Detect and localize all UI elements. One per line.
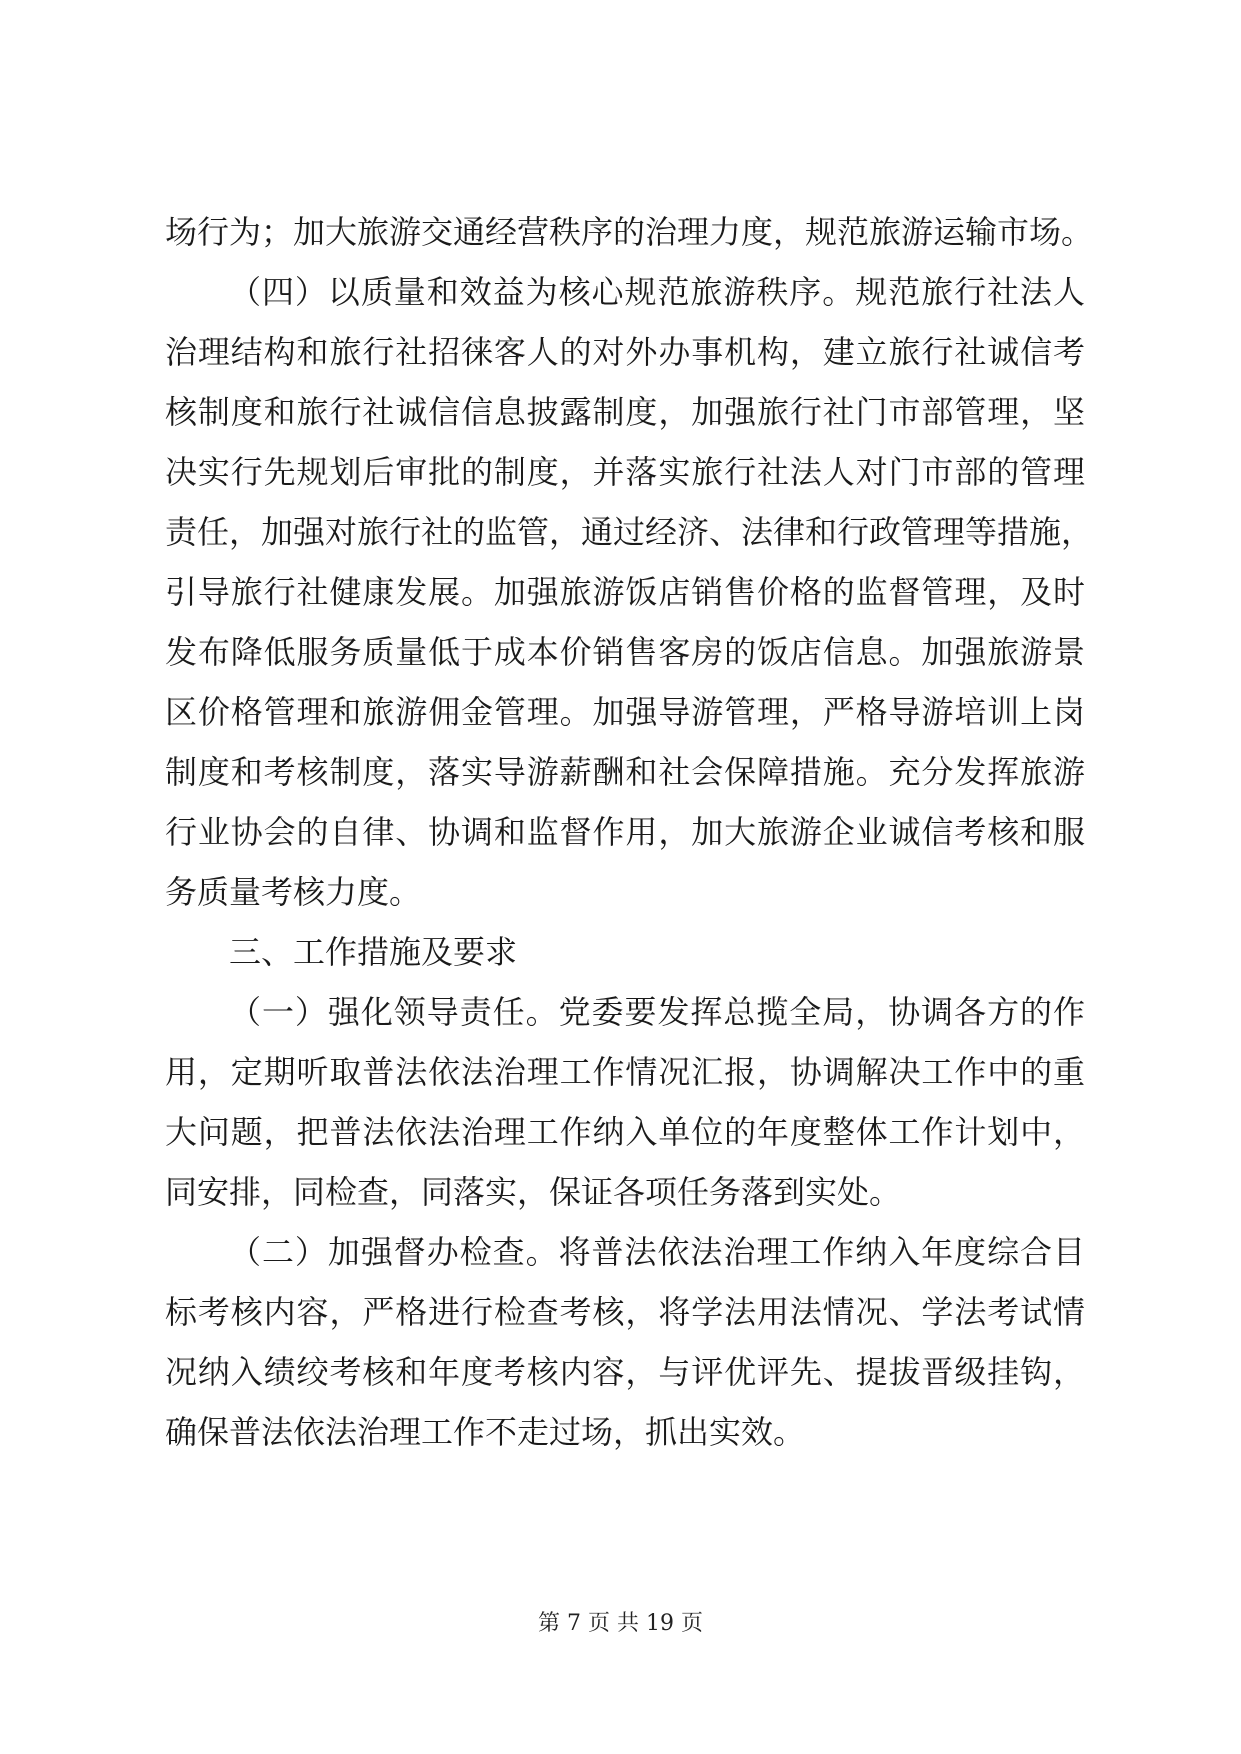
paragraph-first-line: （四）以质量和效益为核心规范旅游秩序。规范旅行社法人 <box>229 273 1085 311</box>
text-line: 场行为；加大旅游交通经营秩序的治理力度，规范旅游运输市场。 <box>165 213 1094 251</box>
text-line: 发布降低服务质量低于成本价销售客房的饭店信息。加强旅游景 <box>165 633 1085 671</box>
text-line: 同安排，同检查，同落实，保证各项任务落到实处。 <box>165 1173 902 1211</box>
section-heading: 三、工作措施及要求 <box>229 933 518 971</box>
text-line: 核制度和旅行社诚信信息披露制度，加强旅行社门市部管理，坚 <box>165 393 1085 431</box>
text-line: 标考核内容，严格进行检查考核，将学法用法情况、学法考试情 <box>165 1293 1085 1331</box>
text-line: 决实行先规划后审批的制度，并落实旅行社法人对门市部的管理 <box>165 453 1085 491</box>
text-line: 大问题，把普法依法治理工作纳入单位的年度整体工作计划中， <box>165 1113 1085 1151</box>
text-line: 区价格管理和旅游佣金管理。加强导游管理，严格导游培训上岗 <box>165 693 1085 731</box>
text-line: 确保普法依法治理工作不走过场，抓出实效。 <box>165 1413 806 1451</box>
text-line: 治理结构和旅行社招徕客人的对外办事机构，建立旅行社诚信考 <box>165 333 1085 371</box>
page-number-footer: 第 7 页 共 19 页 <box>538 1611 703 1636</box>
text-line: 用，定期听取普法依法治理工作情况汇报，协调解决工作中的重 <box>165 1053 1085 1091</box>
paragraph-first-line: （二）加强督办检查。将普法依法治理工作纳入年度综合目 <box>229 1233 1085 1271</box>
text-line: 务质量考核力度。 <box>165 873 422 911</box>
text-line: 制度和考核制度，落实导游薪酬和社会保障措施。充分发挥旅游 <box>165 753 1085 791</box>
text-line: 责任，加强对旅行社的监管，通过经济、法律和行政管理等措施， <box>165 513 1094 551</box>
text-line: 况纳入绩绞考核和年度考核内容，与评优评先、提拔晋级挂钩， <box>165 1353 1085 1391</box>
text-line: 行业协会的自律、协调和监督作用，加大旅游企业诚信考核和服 <box>165 813 1085 851</box>
text-line: 引导旅行社健康发展。加强旅游饭店销售价格的监督管理，及时 <box>165 573 1085 611</box>
paragraph-first-line: （一）强化领导责任。党委要发挥总揽全局，协调各方的作 <box>229 993 1085 1031</box>
